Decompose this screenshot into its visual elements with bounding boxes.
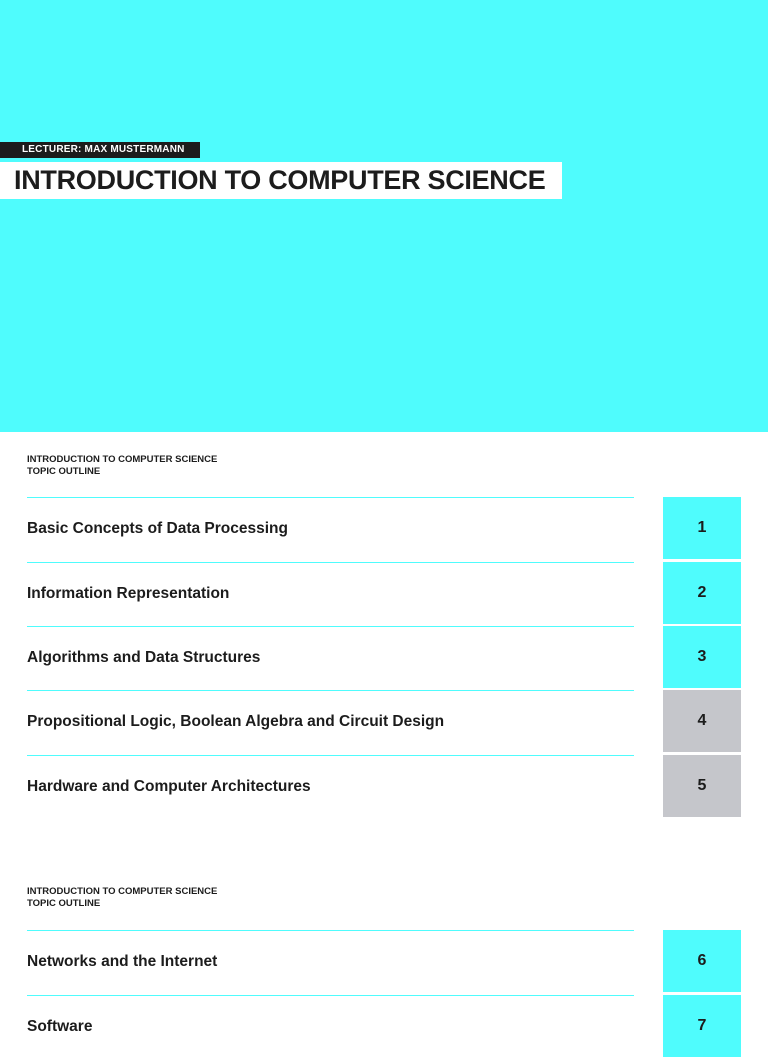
topic-row-6[interactable]	[0, 930, 768, 995]
topic-label: Hardware and Computer Architectures	[27, 778, 311, 795]
section-heading	[27, 454, 217, 478]
topic-number-box[interactable]: 6	[663, 930, 741, 992]
section-heading-course: INTRODUCTION TO COMPUTER SCIENCE	[27, 886, 218, 897]
topic-divider	[27, 497, 634, 498]
section-heading-subtitle: TOPIC OUTLINE	[27, 466, 101, 477]
topic-row-1[interactable]	[0, 497, 768, 562]
section-heading-course: INTRODUCTION TO COMPUTER SCIENCE	[27, 454, 218, 465]
section-heading	[27, 886, 217, 910]
topic-number-box[interactable]: 5	[663, 755, 741, 817]
topic-divider	[27, 562, 634, 563]
topic-divider	[27, 690, 634, 691]
topic-number-box[interactable]: 2	[663, 562, 741, 624]
topic-label: Software	[27, 1018, 93, 1035]
topic-label: Basic Concepts of Data Processing	[27, 520, 288, 537]
cover-title: INTRODUCTION TO COMPUTER SCIENCE	[0, 162, 562, 199]
topic-outline-section-2	[0, 864, 768, 1035]
topic-row-2[interactable]	[0, 562, 768, 627]
topic-row-3[interactable]	[0, 626, 768, 691]
topic-row-7[interactable]	[0, 995, 768, 1060]
topic-label: Information Representation	[27, 585, 230, 602]
topic-divider	[27, 626, 634, 627]
topic-label: Propositional Logic, Boolean Algebra and Circuit Design	[27, 713, 445, 730]
topic-divider	[27, 930, 634, 931]
section-heading-subtitle: TOPIC OUTLINE	[27, 898, 101, 909]
topic-row-4[interactable]	[0, 690, 768, 755]
lecturer-label: LECTURER: MAX MUSTERMANN	[0, 142, 200, 158]
topic-label: Algorithms and Data Structures	[27, 649, 261, 666]
topic-label: Networks and the Internet	[27, 953, 218, 970]
topic-row-5[interactable]	[0, 755, 768, 820]
topic-number-box[interactable]: 3	[663, 626, 741, 688]
topic-number-box[interactable]: 1	[663, 497, 741, 559]
topic-divider	[27, 755, 634, 756]
topic-divider	[27, 995, 634, 996]
cover-slide	[0, 0, 768, 432]
topic-outline-section-1	[0, 432, 768, 832]
topic-number-box[interactable]: 4	[663, 690, 741, 752]
topic-number-box[interactable]: 7	[663, 995, 741, 1057]
